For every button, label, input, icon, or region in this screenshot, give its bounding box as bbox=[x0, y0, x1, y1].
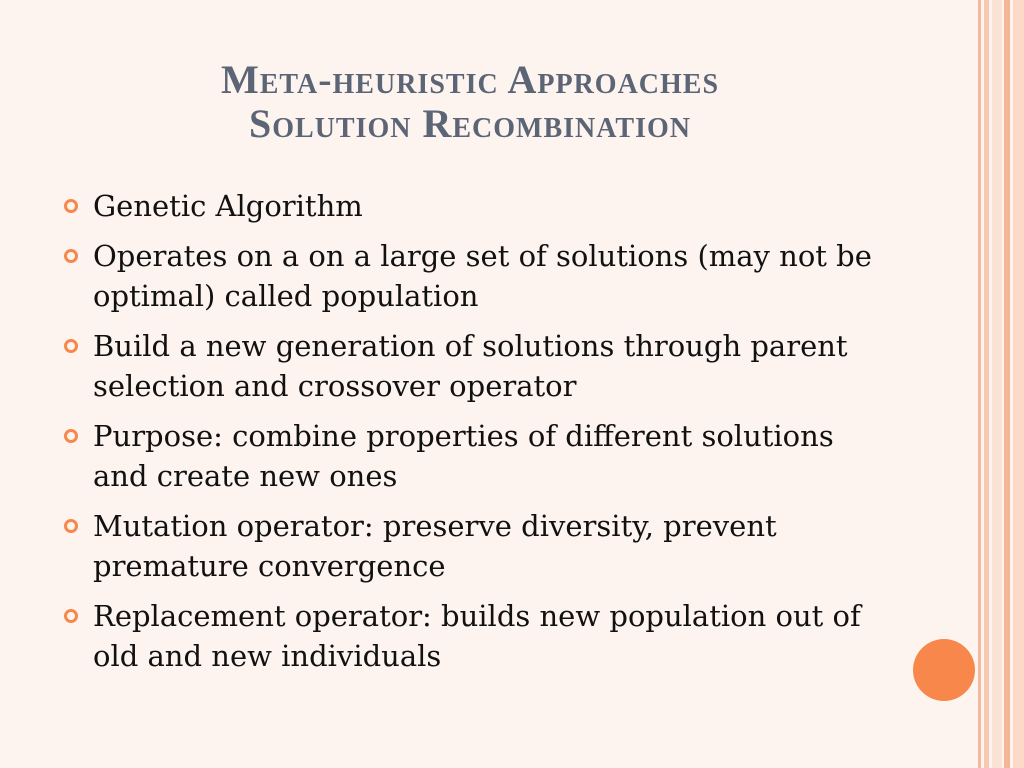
bullet-text: Purpose: combine properties of different solutions and create new ones bbox=[93, 419, 834, 493]
bullet-text: Operates on a on a large set of solutions (may not be optimal) called population bbox=[93, 239, 872, 313]
circle-bullet-icon bbox=[64, 609, 78, 623]
decorative-stripe bbox=[1004, 0, 1010, 768]
bullet-text: Build a new generation of solutions through parent selection and crossover operator bbox=[93, 329, 848, 403]
orange-circle-icon bbox=[913, 639, 975, 701]
circle-bullet-icon bbox=[64, 199, 78, 213]
title-line-1: Meta-heuristic Approaches bbox=[220, 57, 720, 102]
circle-bullet-icon bbox=[64, 519, 78, 533]
decorative-stripe bbox=[984, 0, 989, 768]
bullet-item bbox=[64, 596, 894, 676]
decorative-stripe bbox=[978, 0, 981, 768]
bullet-text: Mutation operator: preserve diversity, prevent premature convergence bbox=[93, 509, 777, 583]
bullet-item bbox=[64, 416, 894, 496]
bullet-list bbox=[64, 186, 894, 686]
bullet-item bbox=[64, 326, 894, 406]
decorative-stripe bbox=[1013, 0, 1024, 768]
decorative-stripe bbox=[992, 0, 1002, 768]
bullet-item bbox=[64, 506, 894, 586]
slide-title bbox=[60, 58, 880, 146]
bullet-item bbox=[64, 186, 894, 226]
circle-bullet-icon bbox=[64, 429, 78, 443]
title-line-2: Solution Recombination bbox=[249, 101, 691, 146]
circle-bullet-icon bbox=[64, 339, 78, 353]
circle-bullet-icon bbox=[64, 249, 78, 263]
bullet-item bbox=[64, 236, 894, 316]
bullet-text: Replacement operator: builds new population out of old and new individuals bbox=[93, 599, 861, 673]
bullet-text: Genetic Algorithm bbox=[93, 189, 363, 223]
